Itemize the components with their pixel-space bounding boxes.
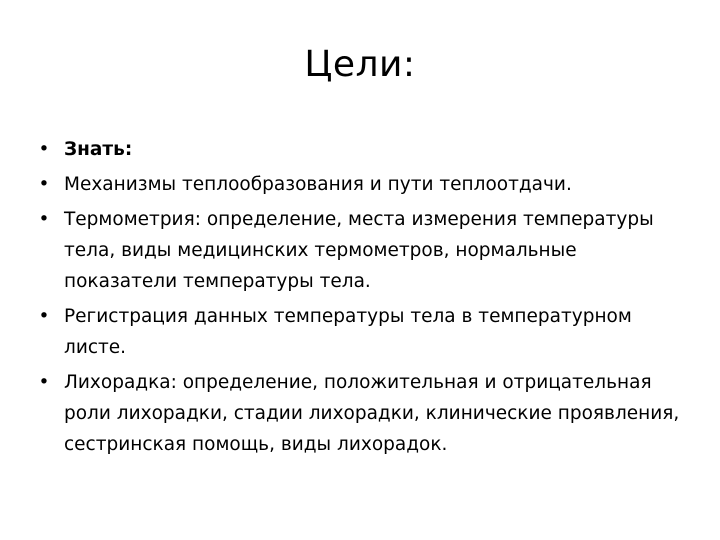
- list-item: [36, 134, 684, 165]
- list-item-text: Знать:: [64, 139, 133, 160]
- list-item-text: Лихорадка: определение, положительная и отрицательная роли лихорадки, стадии лихорадки, клинические проявления, сестринская помощь, виды лихорадок.: [64, 372, 680, 455]
- list-item-text: Термометрия: определение, места измерения температуры тела, виды медицинских термометров, нормальные показатели температуры тела.: [64, 209, 654, 292]
- bullet-list: [36, 134, 684, 464]
- list-item: [36, 204, 684, 297]
- list-item: [36, 367, 684, 460]
- bullet-icon: •: [38, 372, 50, 393]
- bullet-icon: •: [38, 209, 50, 230]
- slide-title: Цели:: [304, 44, 416, 85]
- bullet-icon: •: [38, 306, 50, 327]
- list-item: [36, 301, 684, 363]
- bullet-icon: •: [38, 174, 50, 195]
- bullet-icon: •: [38, 139, 50, 160]
- list-item-text: Механизмы теплообразования и пути теплоотдачи.: [64, 174, 572, 195]
- list-item: [36, 169, 684, 200]
- list-item-text: Регистрация данных температуры тела в температурном листе.: [64, 306, 632, 358]
